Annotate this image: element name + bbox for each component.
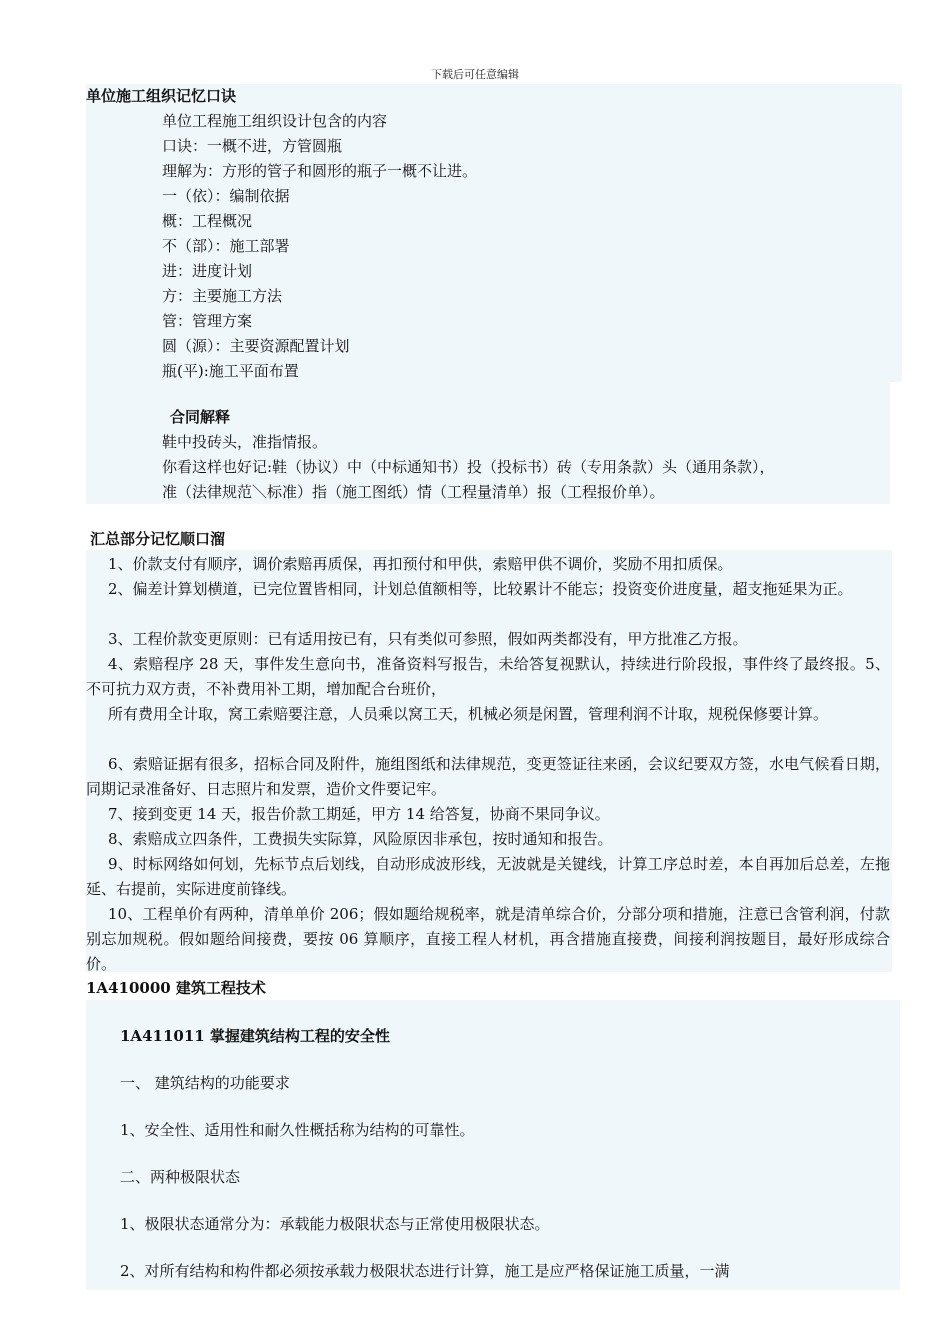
section3-paragraph: 2、偏差计算划横道，已完位置皆相同，计划总值额相等，比较累计不能忘；投资变价进度量，超支拖延果为正。	[108, 580, 853, 598]
section4-line: 1、安全性、适用性和耐久性概括称为结构的可靠性。	[120, 1121, 475, 1139]
section3-title: 汇总部分记忆顺口溜	[90, 530, 226, 548]
section4-line: 二、两种极限状态	[120, 1168, 241, 1186]
section1-line: 概：工程概况	[162, 212, 253, 230]
section4-line: 2、对所有结构和构件都必须按承载力极限状态进行计算，施工是应严格保证施工质量，一满	[120, 1262, 730, 1280]
section2-line: 鞋中投砖头，准指情报。	[162, 433, 328, 451]
section1-line: 一（依）：编制依据	[162, 187, 290, 205]
section4-title: 1A410000 建筑工程技术	[86, 979, 266, 997]
section3-paragraph: 8、索赔成立四条件，工费损失实际算，风险原因非承包，按时通知和报告。	[108, 830, 613, 848]
section1-line: 进：进度计划	[162, 262, 253, 280]
page-header-note: 下载后可任意编辑	[431, 68, 519, 81]
section4-subtitle: 1A411011 掌握建筑结构工程的安全性	[120, 1027, 390, 1045]
section4-line: 1、极限状态通常分为：承载能力极限状态与正常使用极限状态。	[120, 1215, 550, 1233]
section3-paragraph: 7、接到变更 14 天，报告价款工期延，甲方 14 给答复，协商不果同争议。	[108, 805, 610, 823]
section3-paragraph: 1、价款支付有顺序，调价索赔再质保，再扣预付和甲供，索赔甲供不调价，奖励不用扣质保。	[108, 555, 733, 573]
section1-line: 圆（源）：主要资源配置计划	[162, 337, 350, 355]
section3-paragraph: 6、索赔证据有很多，招标合同及附件，施组图纸和法律规范，变更签证往来函，会议纪要双方签，水电气候看日期，同期记录准备好、日志照片和发票，造价文件要记牢。	[86, 755, 890, 798]
section1-line: 管：管理方案	[162, 312, 253, 330]
section3-paragraph: 3、工程价款变更原则：已有适用按已有，只有类似可参照，假如两类都没有，甲方批准乙方报。	[108, 630, 748, 648]
section2-title: 合同解释	[170, 408, 231, 426]
section1-line: 单位工程施工组织设计包含的内容	[162, 112, 388, 130]
section1-line: 理解为：方形的管子和圆形的瓶子一概不让进。	[162, 162, 478, 180]
section2-line: 你看这样也好记:鞋（协议）中（中标通知书）投（投标书）砖（专用条款）头（通用条款），	[162, 458, 775, 476]
section3-paragraph: 4、索赔程序 28 天，事件发生意向书，准备资料写报告，未给答复视默认，持续进行阶段报，事件终了最终报。5、不可抗力双方责，不补费用补工期，增加配合台班价，	[86, 655, 890, 698]
section1-line: 瓶(平):施工平面布置	[162, 362, 299, 380]
section2-line: 准（法律规范＼标准）指（施工图纸）情（工程量清单）报（工程报价单）。	[162, 483, 665, 501]
section1-line: 方：主要施工方法	[162, 287, 283, 305]
section3-paragraph: 所有费用全计取，窝工索赔要注意，人员乘以窝工天，机械必须是闲置，管理利润不计取，规税保修要计算。	[108, 705, 829, 723]
section3-paragraph: 10、工程单价有两种，清单单价 206；假如题给规税率，就是清单综合价，分部分项和措施，注意已含管利润，付款别忘加规税。假如题给间接费，要按 06 算顺序，直接工程人材机，再含措施直接费，间接利润按题目，最好形成综合价。	[86, 905, 890, 973]
section4-line: 一、 建筑结构的功能要求	[120, 1074, 290, 1092]
section3-paragraph: 9、时标网络如何划，先标节点后划线，自动形成波形线，无波就是关键线，计算工序总时差，本自再加后总差，左拖延、右提前，实际进度前锋线。	[86, 855, 890, 898]
section1-line: 不（部）：施工部署	[162, 237, 290, 255]
section1-line: 口诀：一概不进，方管圆瓶	[162, 137, 343, 155]
section1-title: 单位施工组织记忆口诀	[86, 87, 237, 105]
